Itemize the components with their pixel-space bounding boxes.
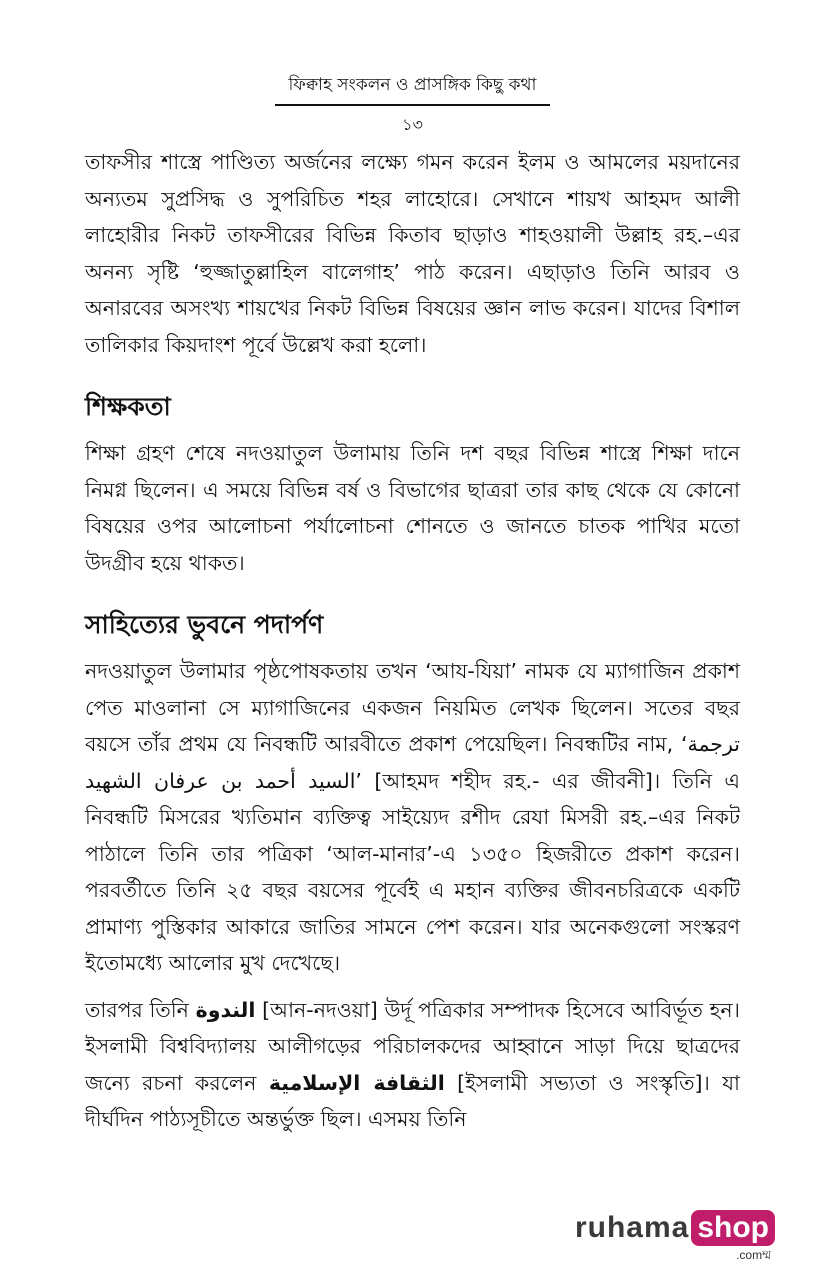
text-run: ’ [আহমদ শহীদ রহ.- এর জীবনী]। তিনি এ নিবন্ধটি মিসরের খ্যতিমান ব্যক্তিত্ব সাইয়্যেদ রশীদ রেযা মিসরী রহ.–এর নিকট পাঠালে তিনি তার পত্রিকা ‘আল-মানার’-এ ১৩৫০ হিজরীতে প্রকাশ করেন। পরবর্তীতে তিনি ২৫ বছর বয়সের পূর্বেই এ মহান ব্যক্তির জীবনচরিত্রকে একটি প্রামাণ্য পুস্তিকার আকারে জাতির সামনে পেশ করেন। যার অনেকগুলো সংস্করণ ইতোমধ্যে আলোর মুখ দেখেছে। <box>85 768 740 975</box>
paragraph-editorship <box>85 992 740 1138</box>
section-heading-teaching: শিক্ষকতা <box>85 392 171 421</box>
logo-word: ruhama <box>574 1211 690 1244</box>
page-number: ১৩ <box>402 115 423 134</box>
text-run: [ইসলামী সভ্যতা ও সংস্কৃতি]। যা দীর্ঘদিন পাঠ্যসূচীতে অন্তর্ভুক্ত ছিল। এসময় তিনি <box>85 1070 740 1131</box>
page-header <box>0 72 825 139</box>
text-run: নদওয়াতুল উলামার পৃষ্ঠপোষকতায় তখন ‘আয-যিয়া’ নামক যে ম্যাগাজিন প্রকাশ পেত মাওলানা সে ম্যাগাজিনের একজন নিয়মিত লেখক ছিলেন। সতের বছর বয়সে তাঁর প্রথম যে নিবন্ধটি আরবীতে প্রকাশ পেয়েছিল। নিবন্ধটির নাম, ‘ <box>85 659 740 756</box>
text-run: তারপর তিনি <box>85 997 196 1022</box>
paragraph-teaching: শিক্ষা গ্রহণ শেষে নদওয়াতুল উলামায় তিনি দশ বছর বিভিন্ন শাস্ত্রে শিক্ষা দানে নিমগ্ন ছিলেন। এ সময়ে বিভিন্ন বর্ষ ও বিভাগের ছাত্ররা তার কাছ থেকে যে কোনো বিষয়ের ওপর আলোচনা পর্যালোচনা শোনতে ও জানতে চাতক পাখির মতো উদগ্রীব হয়ে থাকত। <box>85 441 740 575</box>
paragraph-literature <box>85 653 740 982</box>
logo-box: shop <box>691 1210 775 1246</box>
arabic-title: ترجمة السيد أحمد بن عرفان الشهيد <box>85 732 740 793</box>
page-body <box>85 144 740 1148</box>
watermark-logo <box>574 1210 775 1262</box>
logo-domain: .comম্ম <box>736 1248 771 1262</box>
arabic-title: الثقافة الإسلامية <box>268 1070 445 1095</box>
text-run: [আন-নদওয়া] উর্দূ পত্রিকার সম্পাদক হিসেবে আবির্ভূত হন। ইসলামী বিশ্ববিদ্যালয় আলীগড়ের পরিচালকদের আহ্বানে সাড়া দিয়ে ছাত্রদের জন্যে রচনা করলেন <box>85 997 740 1095</box>
running-title: ফিক্বাহ সংকলন ও প্রাসঙ্গিক কিছু কথা <box>275 72 551 106</box>
section-heading-literature: সাহিত্যের ভুবনে পদার্পণ <box>85 610 324 639</box>
paragraph-tafsir: তাফসীর শাস্ত্রে পাণ্ডিত্য অর্জনের লক্ষ্যে গমন করেন ইলম ও আমলের ময়দানের অন্যতম সুপ্রসিদ্ধ ও সুপরিচিত শহর লাহোরে। সেখানে শায়খ আহমদ আলী লাহোরীর নিকট তাফসীরের বিভিন্ন কিতাব ছাড়াও শাহওয়ালী উল্লাহ রহ.–এর অনন্য সৃষ্টি ‘হুজ্জাতুল্লাহিল বালেগাহ’ পাঠ করেন। এছাড়াও তিনি আরব ও অনারবের অসংখ্য শায়খের নিকট বিভিন্ন বিষয়ের জ্ঞান লাভ করেন। যাদের বিশাল তালিকার কিয়দাংশ পূর্বে উল্লেখ করা হলো। <box>85 150 740 357</box>
arabic-title: الندوة <box>195 997 256 1022</box>
